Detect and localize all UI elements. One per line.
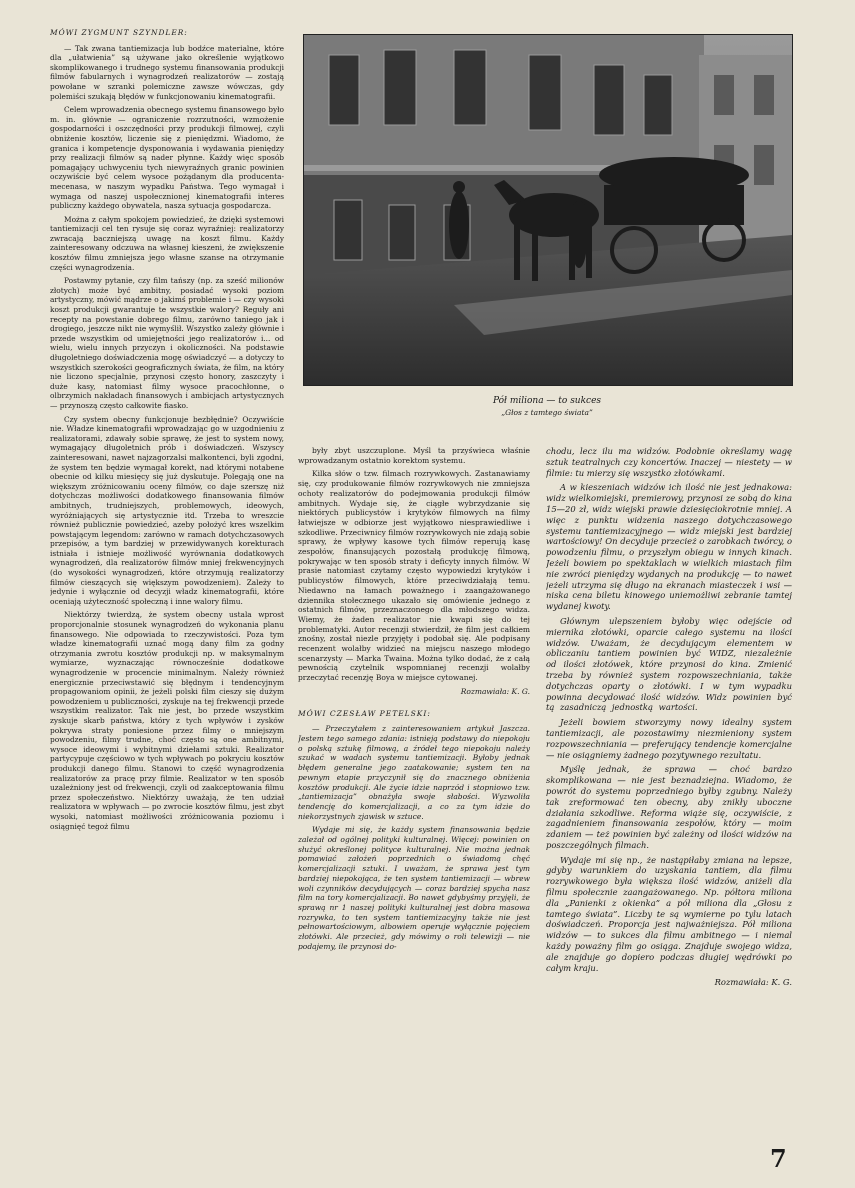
photo-caption xyxy=(303,396,791,418)
article2-byline: Rozmawiała: K. G. xyxy=(714,977,792,988)
paragraph: Celem wprowadzenia obecnego systemu finansowego było m. in. głównie — ograniczenie rozrzutności, wzmożenie gospodarności i oszczędności przy produkcji filmowej, czyli obniżenie kosztów, liczenie się z pieniędzmi. Wiadomo, że granica i kompetencje dysponowania i wydawania pieniędzy przy realizacji filmów są nader płynne. Każdy więc sposób pomagający uchwyceniu tych niewyraźnych granic powinien oczywiście być celem wysoce pożądanym dla producenta-mecenasa, w naszym wypadku Państwa. Tego wymagał i wymaga od naszej uspołecznionej kinematografii interes publiczny każdego obywatela, nasza sytuacja gospodarcza. xyxy=(50,105,284,211)
paragraph: Kilka słów o tzw. filmach rozrywkowych. Zastanawiamy się, czy produkowanie filmów rozrywkowych nie zmniejsza ochoty realizatorów do podejmowania produkcji filmów ambitnych. Wydaje się, że ciągłe wybrzydzanie się niektórych publicystów i krytyków filmowych na filmy łatwiejsze w odbiorze jest wyjątkowo niesprawiedliwe i szkodliwe. Przeciwnicy filmów rozrywkowych nie zdają sobie sprawy, że wpływy kasowe tych filmów reperują kasę zespołów, finansujących pozostałą produkcję filmową, pokrywając w ten sposób straty i deficyty innych filmów. W prasie natomiast czytamy często wypowiedzi krytyków i publicystów filmowych, które przeciwdziałają temu. Niedawno na łamach poważnego i zaangażowanego dziennika stołecznego ukazało się omówienie jednego z ostatnich filmów, przeznaczonego dla młodszego widza. Wiemy, że żaden realizator nie kwapi się do tej problematyki. Autor recenzji stwierdził, że film jest całkiem znośny, został niezle przyjęty i podobał się. Ale podpisany recenzent wolałby widzieć na miejscu naszego młodego scenarzysty — Marka Twaina. Można tylko dodać, że z całą pewnością czytelnik wspomnianej recenzji wolałby przeczytać recenzję Boya w miejsce cytowanej. xyxy=(298,469,530,683)
film-still-photo xyxy=(303,34,793,386)
paragraph: Czy system obecny funkcjonuje bezbłędnie? Oczywiście nie. Władze kinematografii wprowadzając go w uzgodnieniu z realizatorami, zdawały sobie sprawę, że jest to system nowy, wymagający długoletnich prób i doświadczeń. Wszyscy zainteresowani, nawet najzagorzalsi malkontenci, byli zgodni, że system ten będzie wymagał korekt, nad którymi notabene obecnie od kilku miesięcy się już dyskutuje. Polegają one na większym zróżnicowaniu oceny filmów, co daje szerszę niż dotychczas możliwości dodatkowego finansowania filmów ambitnych, trudniejszych, problemowych, ideowych, wyróżniających się artystycznie itd. Trzeba to wreszcie również publicznie powiedzieć, azeby położyć kres wszelkim powstającym legendom: zarówno w ramach dotychczasowych przepisów, a tym bardziej w przewidywanych korekturach istniała i istnieje możliwość wyrównania dodatkowych wynagrodzeń, dla realizatorów filmów mniej frekwencyjnych (do wysokości wynagrodzeń, które otrzymują realizatorzy filmów cieszących się większym powodzeniem). Zależy to jedynie i wyłącznie od decyzji władz kinematografii, które oceniają użyteczność społeczną i inne walory filmu. xyxy=(50,414,284,606)
column-right xyxy=(546,446,792,997)
column-middle xyxy=(298,446,530,955)
paragraph: Niektórzy twierdzą, że system obecny ustala wprost proporcjonalnie stosunek wynagrodzeń do wykonania planu finansowego. Nie odpowiada to rzeczywistości. Poza tym władze kinematografii uznać mogą dany film za godny otrzymania zwrotu kosztów produkcji np. w maksymalnym wymiarze, wyznaczając równocześnie dodatkowe wynagrodzenie w procencie minimalnym. Należy również energicznie przeciwstawić się błędnym i tendencyjnym propagowaniom opinii, że jeżeli polski film cieszy się dużym powodzeniem u publiczności, zyskuje na tej frekwencji przede wszystkim realizator. Tak nie jest, bo przede wszystkim zyskuje skarb państwa, który z tych wpływów i zysków pokrywa straty poniesione przez filmy o mniejszym powodzeniu, filmy trudne, choć często są one ambitnymi, wysoce ideowymi i wybitnymi dziełami sztuki. Realizator partycypuje częściowo w tych wpływach po pokryciu kosztów produkcji danego filmu. Stanowi to część wynagrodzenia realizatorów za pracę przy filmie. Realizator w ten sposób uzależniony jest od frekwencji, czyli od zaakceptowania filmu przez społeczeństwo. Niektórzy uważają, że ten udział realizatora w wpływach — po zwrocie kosztów filmu, jest zbyt wysoki, natomiast możliwości zróżnicowania poziomu i osiągnięć tegoż filmu xyxy=(50,610,284,831)
paragraph: Postawmy pytanie, czy film tańszy (np. za sześć milionów złotych) może być ambitny, posiadać wysoki poziom artystyczny, mówić mądrze o jakimś problemie i — czy wysoki koszt produkcji gwarantuje te wszystkie walory? Reguły ani recepty na powstanie dobrego filmu, zarówno taniego jak i drogiego, jeszcze nikt nie wymyślił. Wszystko zależy głównie i przede wszystkim od umiejętności jego realizatorów i... od wielu, wielu innych przyczyn i okoliczności. Na podstawie długoletniego doświadczenia mogę oświadczyć — a dotyczy to wszystkich szerokości geograficznych świata, że film, na który nie liczono specjalnie, przynosi często honory, zaszczyty i duże kasy, natomiast filmy wysoce pracochłonne, o olbrzymich nakładach finansowych i ambicjach artystycznych — przynoszą często całkowite fiasko. xyxy=(50,276,284,410)
paragraph: A w kieszeniach widzów ich ilość nie jest jednakowa: widz wielkomiejski, premierowy, przynosi ze sobą do kina 15—20 zł, widz wiejski prawie dziesięciokrotnie mniej. A więc z punktu widzenia naszego dotychczasowego systemu tantiemizacyjnego — widz miejski jest bardziej wartościowy! On decyduje przecież o zarobkach twórcy, o powodzeniu filmu, o przyszłym obiegu w innych kinach. Jeżeli bowiem po spektaklach w wielkich miastach film nie zwróci pieniędzy wydanych na produkcję — to nawet jeżeli utrzyma się długo na ekranach miasteczek i wsi — niska cena biletu kinowego uniemożliwi zebranie tamtej wydanej kwoty. xyxy=(546,482,792,612)
caption-title: Pół miliona — to sukces xyxy=(492,396,602,406)
paragraph: Wydaje mi się np., że nastąpiłaby zmiana na lepsze, gdyby warunkiem do uzyskania tantiem, dla filmu rozrywkowego była większa ilość widzów, aniżeli dla filmu społecznie zaangażowanego. Np. półtora miliona dla „Panienki z okienka” a pół miliona dla „Głosu z tamtego świata”. Liczby te są wymierne po tylu latach doświadczeń. Proporcja jest najważniejsza. Pół miliona widzów — to sukces dla filmu ambitnego — i niemal każdy poważny film go osiąga. Znajduje swojego widza, ale znajduje go dopiero podczas długiej wędrówki po całym kraju. xyxy=(546,854,792,973)
street-scene-image xyxy=(304,35,792,385)
column-left xyxy=(50,28,284,835)
paragraph: Można z całym spokojem powiedzieć, że dzięki systemowi tantiemizacji cel ten rysuje się coraz wyraźniej: realizatorzy zwracają baczniejszą uwagę na koszt filmu. Każdy zainteresowany odczuwa na własnej kieszeni, że zwiększenie kosztów filmu zmniejsza jego własne szanse na otrzymanie części wynagrodzenia. xyxy=(50,214,284,272)
paragraph: Jeżeli bowiem stworzymy nowy idealny system tantiemizacji, ale pozostawimy niezmieniony system rozpowszechniania — preferujący tendencje komercjalne — nie osiągniemy żadnego pozytywnego rezultatu. xyxy=(546,717,792,760)
paragraph: Wydaje mi się, że każdy system finansowania będzie zależał od ogólnej polityki kulturalnej. Więcej: powinien on służyć określonej polityce kulturalnej. Nie można jednak pomawiać założeń poprzednich o świadomą chęć komercjalizacji sztuki. I uważam, że sprawa jest tym bardziej niepokojąca, że ten system tantiemizacji — wbrew woli czynników decydujących — coraz bardziej spycha nasz film na tory komercjalizacji. Bo nawet gdybyśmy przyjęli, że sprawą nr 1 naszej polityki kulturalnej jest dobra masowa rozrywka, to ten system tantiemizacyjny także nie jest pełnowartościowym, albowiem operuje wyłącznie pojęciem złotówki. Ale przecież, gdy mówimy o roli telewizji — nie podajemy, ile przynosi do- xyxy=(298,825,530,951)
paragraph: chodu, lecz ilu ma widzów. Podobnie określamy wagę sztuk teatralnych czy koncertów. Inaczej — niestety — w filmie: tu mierzy się wszystko złotówkami. xyxy=(546,446,792,478)
paragraph: były zbyt uszczuplone. Myśl ta przyświeca właśnie wprowadzanym ostatnio korektom systemu. xyxy=(298,446,530,465)
paragraph: — Tak zwana tantiemizacja lub bodźce materialne, które dla „ułatwienia” są używane jako określenie wyjątkowo skomplikowanego i trudnego systemu finansowania produkcji filmów fabularnych i wynagrodzeń realizatorów — zostają powołane w szranki polemiczne zawsze wówczas, gdy polemiści szukają błędów w funkcjonowaniu kinematografii. xyxy=(50,43,284,101)
article1-heading: MÓWI ZYGMUNT SZYNDLER: xyxy=(50,28,188,37)
paragraph: — Przeczytałem z zainteresowaniem artykuł Jaszcza. Jestem tego samego zdania: istnieją podstawy do niepokoju o polską sztukę filmową, a źródeł tego niepokoju należy szukać w wadach systemu tantiemizacji. Byłoby jednak błędem generalne jego zaatakowanie; system ten na pewnym etapie przyczynił się do znacznego obniżenia kosztów produkcji. Ale życie idzie naprzód i stopniowo tzw. „tantiemizacja” obnażyła swoje słabości. Wyzwoliła tendencję do komercjalizacji, a co za tym idzie do niekorzystnych zjawisk w sztuce. xyxy=(298,724,530,821)
caption-subtitle: „Głos z tamtego świata” xyxy=(501,408,593,417)
paragraph: Myślę jednak, że sprawa — choć bardzo skomplikowana — nie jest beznadziejna. Wiadomo, że powrót do systemu poprzedniego byłby zgubny. Należy tak zreformować ten obecny, aby znikły uboczne działania szkodliwe. Reforma wiąże się, oczywiście, z zagadnieniem finansowania zespołów, który — moim zdaniem — też powinien być zależny od ilości widzów na poszczególnych filmach. xyxy=(546,764,792,850)
page-number: 7 xyxy=(770,1144,787,1173)
article1-byline: Rozmawiała: K. G. xyxy=(460,686,530,696)
paragraph: Głównym ulepszeniem byłoby więc odejście od miernika złotówki, oparcie całego systemu na ilości widzów. Uważam, że decydującym elementem w obliczaniu tantiem powinien być WIDZ, niezależnie od ilości złotówek, które przynosi do kina. Zmienić trzeba by również system rozpowszechniania, także dotychczas oparty o złotówki. I w tym wypadku powinna decydować ilość widzów. Widz powinien być tą zasadniczą jednostką wartości. xyxy=(546,615,792,713)
article2-heading: MÓWI CZESŁAW PETELSKI: xyxy=(298,708,431,718)
